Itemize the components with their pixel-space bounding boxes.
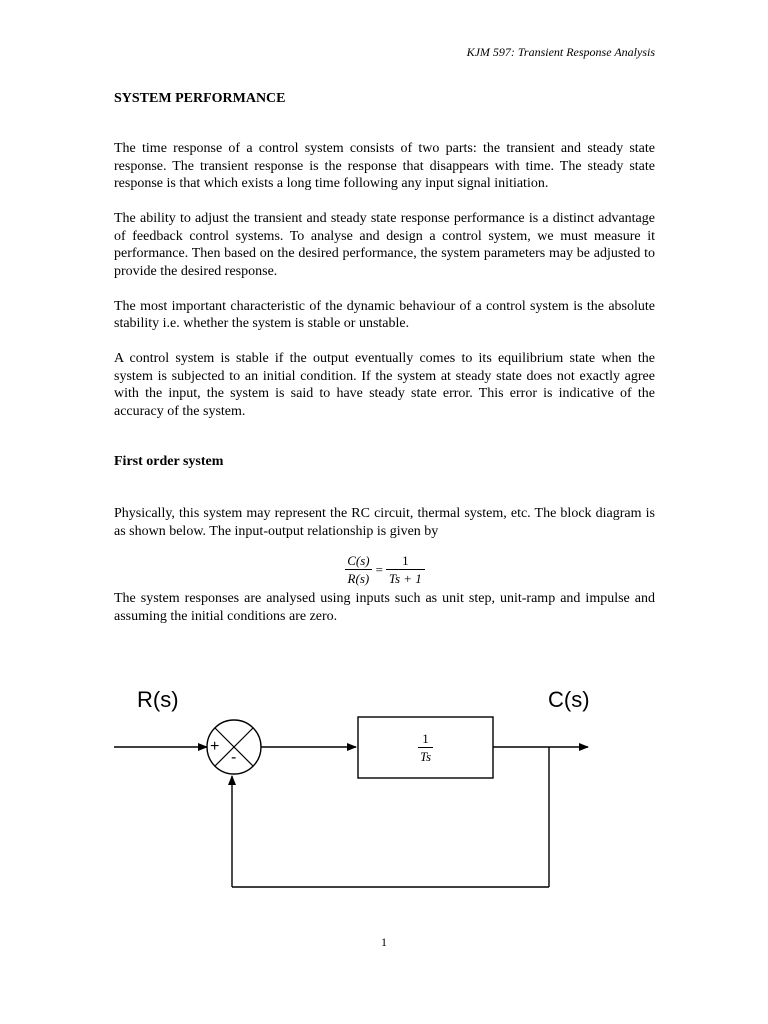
plus-sign: + bbox=[210, 738, 220, 755]
rhs-numerator: 1 bbox=[402, 553, 409, 568]
block-numerator: 1 bbox=[422, 731, 429, 746]
running-header: KJM 597: Transient Response Analysis bbox=[466, 45, 655, 59]
lhs-denominator: R(s) bbox=[345, 569, 373, 586]
block-denominator: Ts bbox=[419, 749, 432, 764]
transfer-function-equation bbox=[114, 553, 655, 586]
intro-paragraph: Physically, this system may represent the RC circuit, thermal system, etc. The block diagram is as shown below. The input-output relationship is given by bbox=[114, 506, 655, 539]
lhs-fraction bbox=[344, 553, 372, 586]
block-diagram-lines bbox=[0, 660, 768, 920]
rhs-denominator: Ts + 1 bbox=[386, 569, 425, 586]
main-content bbox=[114, 90, 655, 625]
paragraph-4: A control system is stable if the output eventually comes to its equilibrium state when the system is subjected to an initial condition. If the system at steady state does not exactly agree with the input, the system is said to have steady state error. This error is indicative of the accuracy of the system. bbox=[114, 351, 655, 419]
paragraph-3: The most important characteristic of the dynamic behaviour of a control system is the absolute stability i.e. whether the system is stable or unstable. bbox=[114, 298, 655, 331]
output-label: C(s) bbox=[548, 687, 590, 712]
block-diagram bbox=[0, 660, 768, 920]
rhs-fraction bbox=[386, 553, 425, 586]
block-transfer-function bbox=[358, 717, 493, 778]
section-title: SYSTEM PERFORMANCE bbox=[114, 91, 286, 106]
equals-sign: = bbox=[375, 562, 383, 577]
subsection-title: First order system bbox=[114, 454, 224, 469]
paragraph-1: The time response of a control system consists of two parts: the transient and steady state response. The transient response is the response that disappears with time. The steady state response is that which exists a long time following any input signal initiation. bbox=[114, 141, 655, 191]
input-label: R(s) bbox=[137, 687, 179, 712]
lhs-numerator: C(s) bbox=[347, 553, 370, 568]
after-equation-paragraph: The system responses are analysed using inputs such as unit step, unit-ramp and impulse and assuming the initial conditions are zero. bbox=[114, 591, 655, 624]
minus-sign: - bbox=[231, 749, 237, 766]
page-number: 1 bbox=[381, 935, 387, 949]
paragraph-2: The ability to adjust the transient and steady state response performance is a distinct advantage of feedback control systems. To analyse and design a control system, we must measure it performance. Then based on the desired performance, the system parameters may be adjusted to provide the desired response. bbox=[114, 211, 655, 279]
